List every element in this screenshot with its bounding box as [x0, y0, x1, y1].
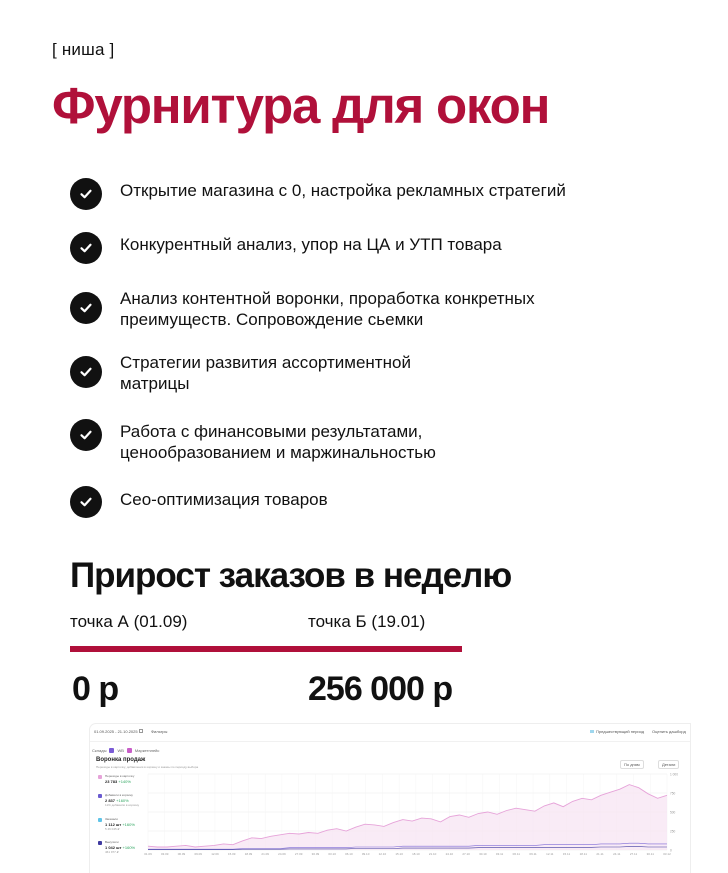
filters-button[interactable]: Фильтры: [151, 729, 168, 734]
bullet-text: [120, 232, 502, 255]
point-b-label: точка Б (19.01): [308, 612, 426, 631]
source-label: Маркетплейс: [134, 748, 160, 753]
x-tick-label: 12.10: [378, 852, 387, 856]
bullet-line: Работа с финансовыми результатами,: [120, 422, 423, 441]
metric-value: 2 837: [105, 798, 116, 803]
bullet-item: [70, 288, 690, 330]
bullet-text: [120, 288, 535, 330]
metric-value: 23 783: [105, 779, 118, 784]
series-area: [148, 785, 667, 850]
bullet-line: матрицы: [120, 374, 190, 393]
x-tick-label: 03.09: [160, 852, 169, 856]
bullet-text: [120, 178, 566, 201]
metric-label: Переходы в карточку: [105, 774, 135, 778]
metric-delta: +160%: [116, 798, 129, 803]
y-tick-label: 1 000: [670, 772, 678, 777]
bullet-line: Стратегии развития ассортиментной: [120, 353, 411, 372]
y-tick-label: 250: [670, 829, 676, 834]
y-tick-label: 0: [670, 848, 672, 853]
x-tick-label: 24.10: [445, 852, 454, 856]
analytics-dashboard-screenshot: [90, 724, 690, 873]
x-tick-label: 09.11: [529, 852, 537, 856]
bullet-line: Открытие магазина с 0, настройка рекламных стратегий: [120, 181, 566, 200]
metric-value: 1 112 шт: [105, 822, 122, 827]
checkmark-icon: [70, 178, 102, 210]
bullet-item: [70, 232, 690, 264]
x-tick-label: 06.10: [345, 852, 353, 856]
bullet-item: [70, 486, 690, 518]
y-tick-label: 500: [670, 810, 676, 815]
x-tick-label: 24.09: [278, 852, 286, 856]
point-a-value: 0 р: [72, 670, 119, 708]
x-tick-label: 15.09: [227, 852, 236, 856]
metric-sub: 11% добавили в корзину: [105, 803, 140, 807]
funnel-subtitle: Переходы в карточку, добавления в корзину и заказы по периоду выбора: [96, 765, 199, 769]
x-tick-label: 30.11: [646, 852, 654, 856]
x-tick-label: 12.09: [211, 852, 219, 856]
metric-delta: +140%: [118, 779, 131, 784]
bullet-text: [120, 486, 328, 510]
source-label: WB: [117, 748, 124, 753]
niche-tag: [ ниша ]: [52, 40, 115, 59]
progress-bar: [70, 646, 462, 652]
checkmark-icon: [70, 419, 102, 451]
checkmark-icon: [70, 486, 102, 518]
metric-value: 1 042 шт: [105, 845, 122, 850]
checkmark-icon: [70, 292, 102, 324]
x-tick-label: 21.10: [428, 852, 437, 856]
point-b-value: 256 000 р: [308, 670, 453, 708]
x-tick-label: 15.10: [395, 852, 403, 856]
x-tick-label: 09.10: [361, 852, 370, 856]
bullet-text: [120, 421, 436, 463]
funnel-line-chart: [90, 724, 690, 873]
evaluate-button[interactable]: Оценить дашборд: [652, 729, 686, 734]
growth-title: Прирост заказов в неделю: [70, 556, 512, 595]
x-tick-label: 21.09: [261, 852, 269, 856]
x-tick-label: 03.10: [328, 852, 336, 856]
x-tick-label: 03.11: [495, 852, 504, 856]
x-tick-label: 27.09: [294, 852, 303, 856]
bullet-item: [70, 418, 690, 463]
x-tick-label: 06.11: [512, 852, 520, 856]
metric-sub: 461 977 ₽: [105, 850, 119, 854]
metric-label: Заказали: [105, 817, 118, 821]
bullet-line: преимуществ. Сопровождение сьемки: [120, 310, 424, 329]
period-select[interactable]: По дням: [620, 760, 644, 769]
bullet-item: [70, 178, 690, 210]
x-tick-label: 30.10: [479, 852, 487, 856]
x-tick-label: 15.11: [562, 852, 571, 856]
x-tick-label: 18.11: [579, 852, 587, 856]
x-tick-label: 09.09: [194, 852, 202, 856]
metric-sub: 5 46 045 ₽: [105, 827, 120, 831]
x-tick-label: 27.10: [462, 852, 470, 856]
x-tick-label: 03.12: [663, 852, 671, 856]
metric-label: Выкупили: [105, 840, 119, 844]
x-tick-label: 01.09: [144, 852, 152, 856]
x-tick-label: 18.09: [244, 852, 253, 856]
metric-delta: +160%: [122, 822, 135, 827]
x-tick-label: 12.11: [546, 852, 554, 856]
bullet-item: [70, 352, 690, 394]
date-range[interactable]: 01.09.2025 - 21.10.2025: [94, 729, 138, 734]
bullet-line: ценообразованием и маржинальностью: [120, 443, 436, 462]
detail-select[interactable]: Детали: [658, 760, 679, 769]
point-a-label: точка А (01.09): [70, 612, 188, 631]
x-tick-label: 18.10: [412, 852, 420, 856]
metric-delta: +160%: [122, 845, 136, 850]
x-tick-label: 30.09: [311, 852, 320, 856]
bullet-line: Анализ контентной воронки, проработка конкретных: [120, 289, 535, 308]
funnel-title: Воронка продаж: [96, 757, 146, 763]
bullet-line: Конкурентный анализ, упор на ЦА и УТП товара: [120, 235, 502, 254]
x-tick-label: 27.11: [629, 852, 638, 856]
bullet-line: Сео-оптимизация товаров: [120, 490, 328, 509]
x-tick-label: 06.09: [177, 852, 186, 856]
compare-label: Предшествующий период: [596, 729, 645, 734]
bullet-text: [120, 352, 411, 394]
metric-label: Добавили в корзину: [105, 793, 133, 797]
x-tick-label: 24.11: [613, 852, 621, 856]
x-tick-label: 21.11: [596, 852, 604, 856]
sources-label: Склады: [92, 748, 107, 753]
page-title: Фурнитура для окон: [52, 77, 550, 134]
checkmark-icon: [70, 232, 102, 264]
y-tick-label: 750: [670, 791, 676, 796]
checkmark-icon: [70, 356, 102, 388]
